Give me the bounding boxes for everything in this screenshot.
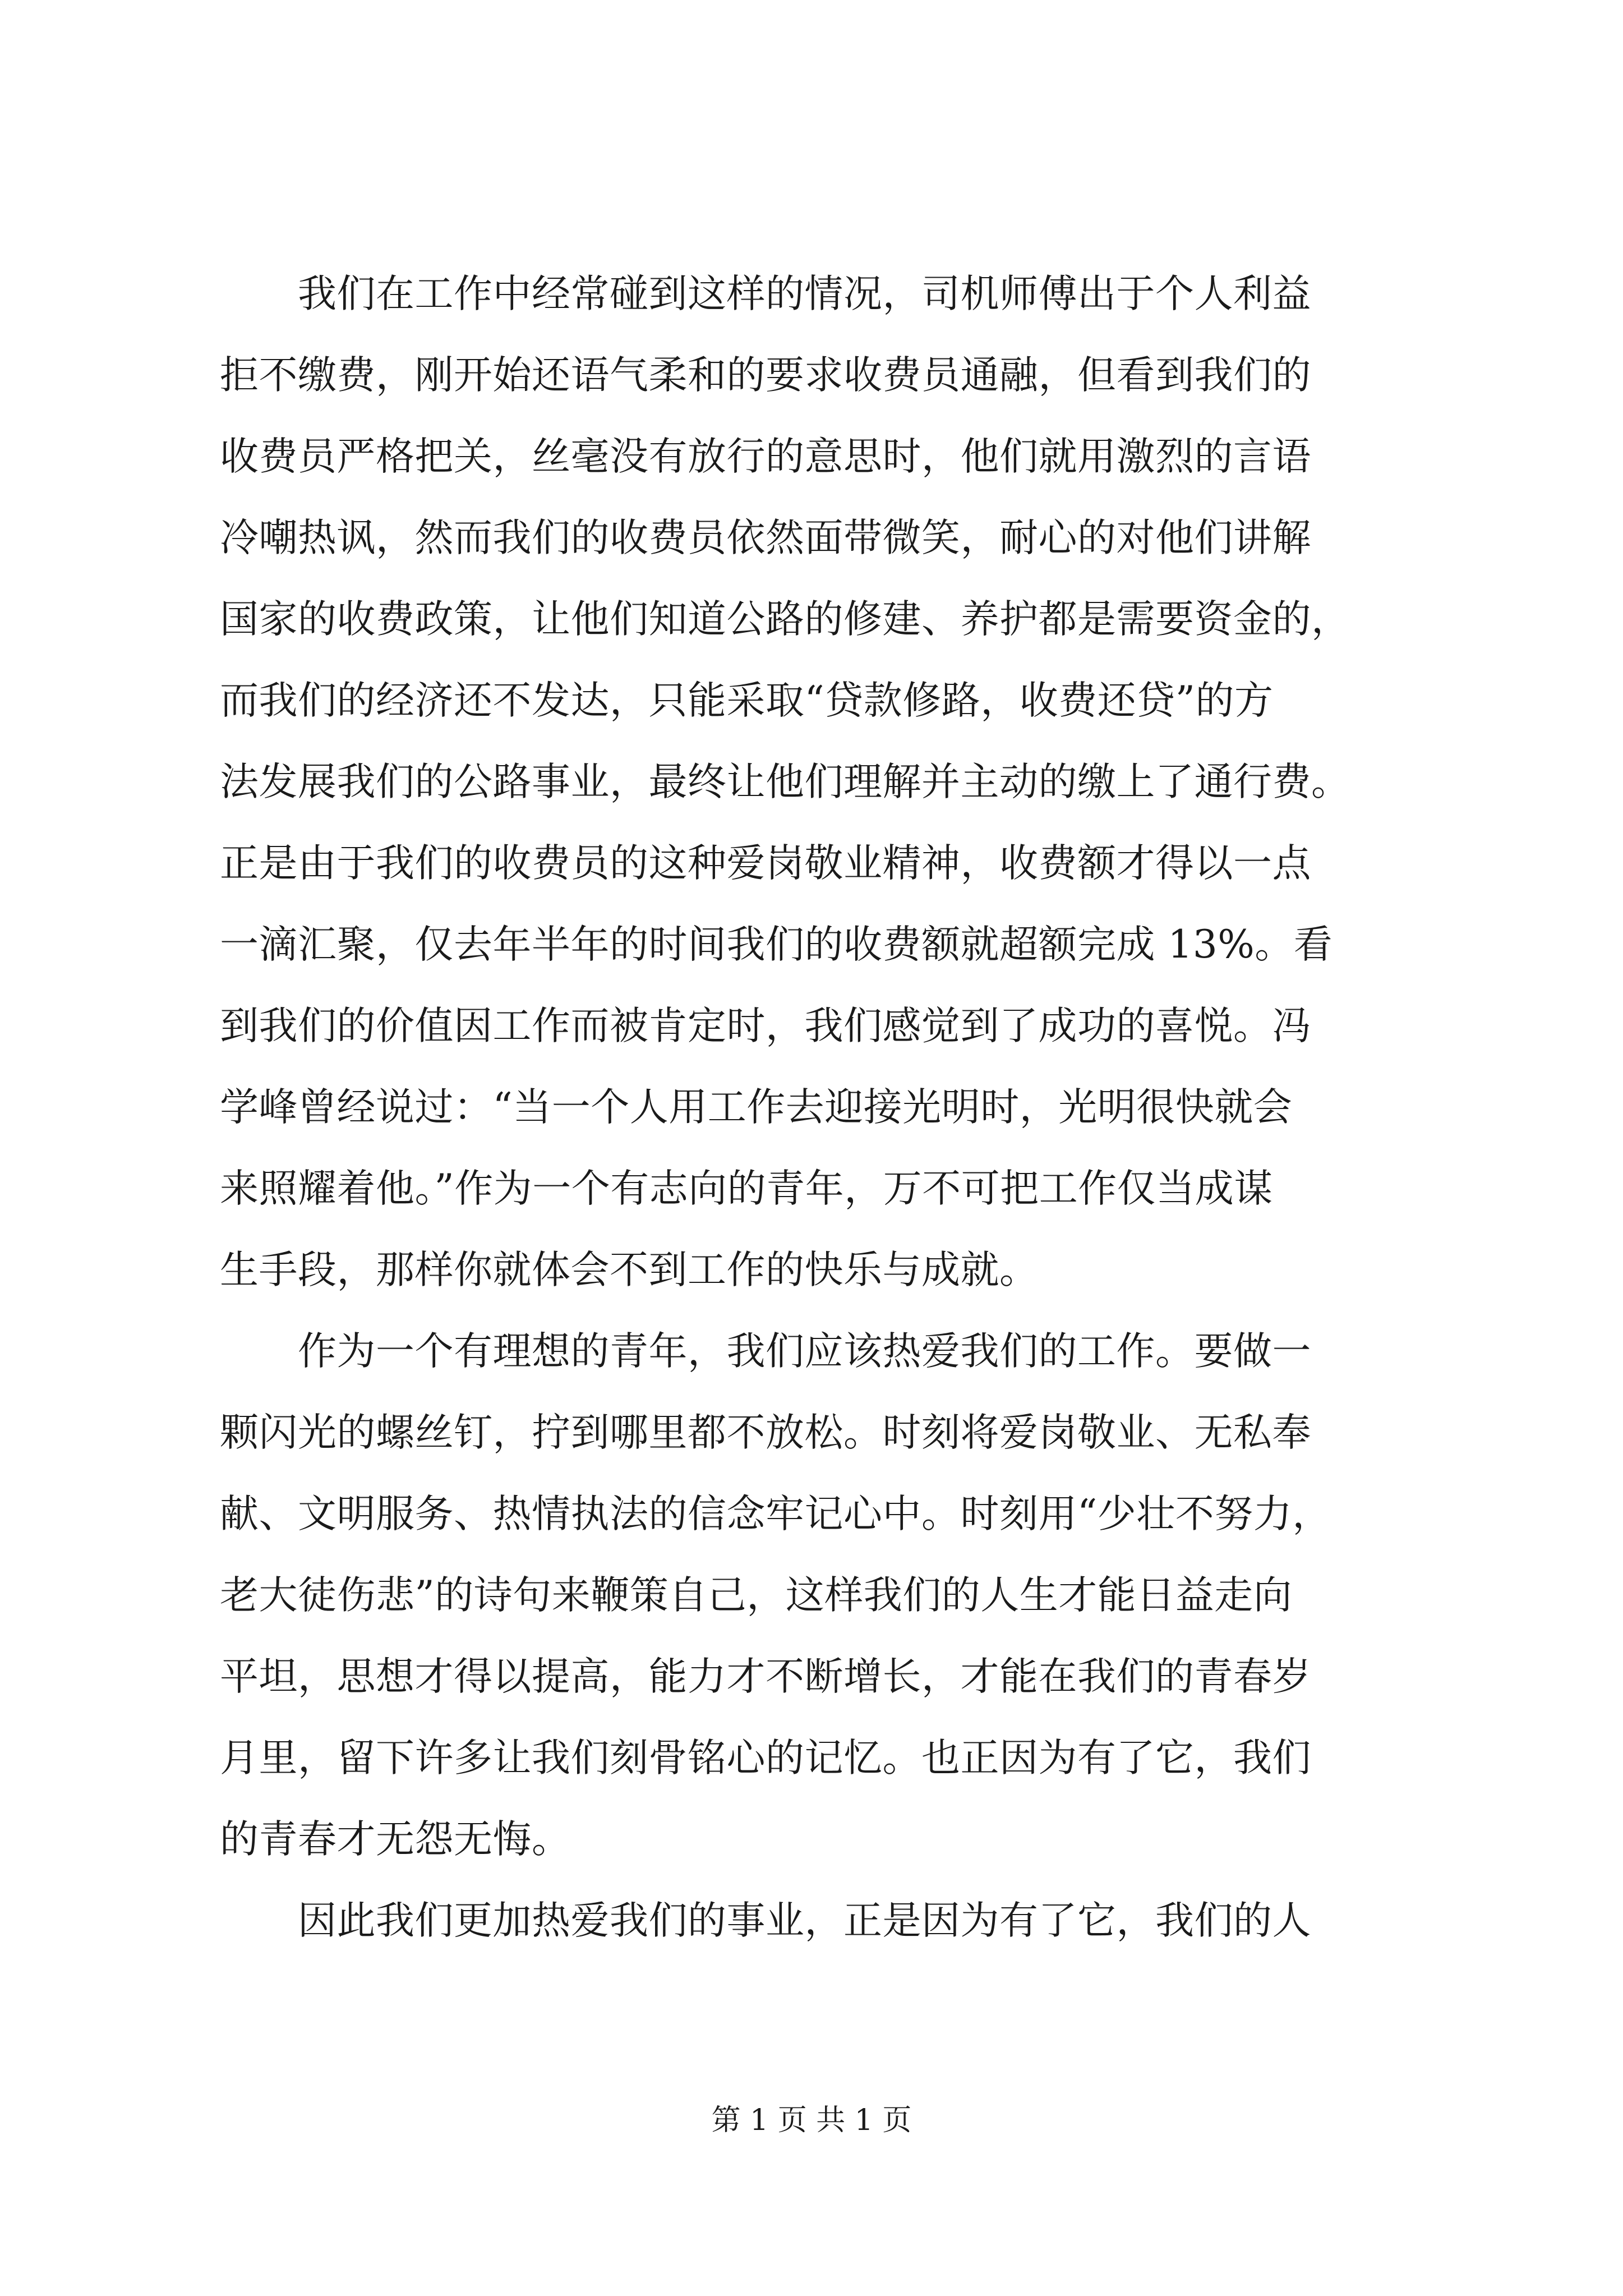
text-line: 平坦，思想才得以提高，能力才不断增长，才能在我们的青春岁: [220, 1654, 1311, 1699]
text-line: 冷嘲热讽，然而我们的收费员依然面带微笑，耐心的对他们讲解: [220, 516, 1311, 560]
text-line: 来照耀着他。”作为一个有志向的青年，万不可把工作仅当成谋: [220, 1166, 1273, 1211]
text-line: 我们在工作中经常碰到这样的情况，司机师傅出于个人利益: [220, 272, 1311, 316]
text-line: 月里，留下许多让我们刻骨铭心的记忆。也正因为有了它，我们: [220, 1736, 1311, 1780]
text-line: 生手段，那样你就体会不到工作的快乐与成就。: [220, 1248, 1039, 1292]
text-line: 国家的收费政策，让他们知道公路的修建、养护都是需要资金的，: [220, 597, 1350, 642]
text-line: 正是由于我们的收费员的这种爱岗敬业精神，收费额才得以一点: [220, 841, 1311, 886]
text-line: 的青春才无怨无悔。: [220, 1817, 571, 1862]
text-line: 学峰曾经说过：“当一个人用工作去迎接光明时，光明很快就会: [220, 1085, 1293, 1130]
text-line: 颗闪光的螺丝钉，拧到哪里都不放松。时刻将爱岗敬业、无私奉: [220, 1410, 1311, 1455]
text-line: 作为一个有理想的青年，我们应该热爱我们的工作。要做一: [220, 1329, 1311, 1374]
text-line: 一滴汇聚，仅去年半年的时间我们的收费额就超额完成 13%。看: [220, 922, 1333, 967]
text-line: 到我们的价值因工作而被肯定时，我们感觉到了成功的喜悦。冯: [220, 1004, 1311, 1048]
text-line: 因此我们更加热爱我们的事业，正是因为有了它，我们的人: [220, 1898, 1311, 1943]
body-text: [220, 254, 1414, 1962]
text-line: 拒不缴费，刚开始还语气柔和的要求收费员通融，但看到我们的: [220, 353, 1311, 398]
text-line: 献、文明服务、热情执法的信念牢记心中。时刻用“少壮不努力，: [220, 1492, 1331, 1536]
text-line: 法发展我们的公路事业，最终让他们理解并主动的缴上了通行费。: [220, 760, 1350, 804]
text-line: 而我们的经济还不发达，只能采取“贷款修路，收费还贷”的方: [220, 678, 1274, 723]
text-line: 收费员严格把关，丝毫没有放行的意思时，他们就用激烈的言语: [220, 434, 1311, 479]
text-line: 老大徒伤悲”的诗句来鞭策自己，这样我们的人生才能日益走向: [220, 1573, 1293, 1618]
page-footer: 第 1 页 共 1 页: [711, 2104, 912, 2137]
